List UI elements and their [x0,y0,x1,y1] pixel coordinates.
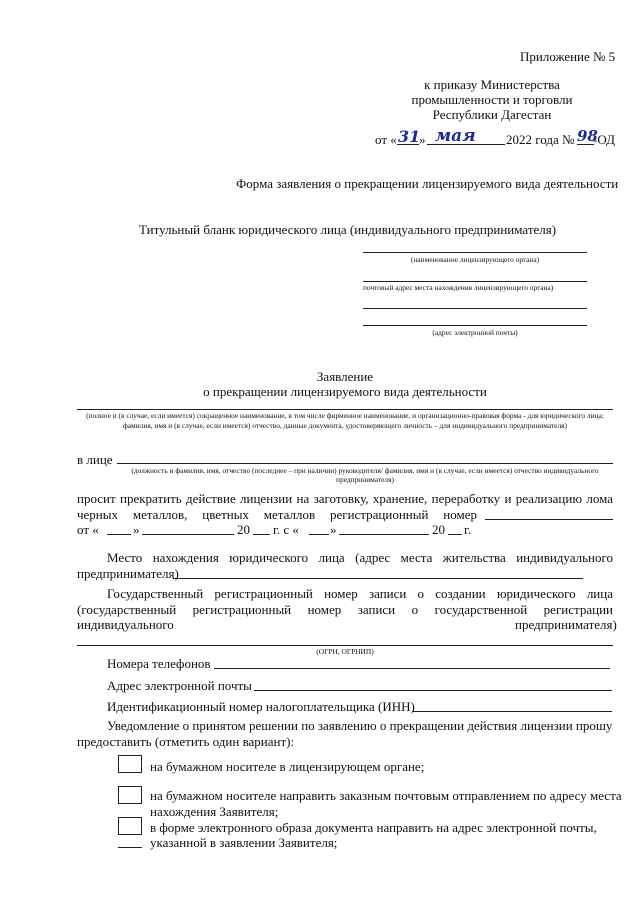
date-suffix: -ОД [593,132,615,147]
applicant-email-field[interactable] [254,690,612,691]
option-electronic-line-2: указанной в заявлении Заявителя; [150,835,338,850]
ogrn-line-1: Государственный регистрационный номер записи о создании юридического лица [107,586,613,601]
option-paper-in-office-label: на бумажном носителе в лицензирующем органе; [150,759,425,774]
notice-line-1: Уведомление о принятом решении по заявлению о прекращении действия лицензии прошу [107,718,613,733]
order-reference [392,77,592,122]
appendix-number: Приложение № 5 [520,49,616,64]
request-line-2: черных металлов, цветных металлов регистрационный номер [77,507,477,522]
from-year-field[interactable] [253,534,270,535]
licensing-body-caption: (наименование лицензирующего органа) [410,255,540,264]
in-person-label: в лице [77,452,113,467]
option-electronic-extra-line [118,847,142,848]
handwritten-month: мая [435,126,476,146]
since-month-field[interactable] [339,534,429,535]
ogrn-field[interactable] [77,645,613,646]
postal-address-field-2[interactable] [363,308,587,309]
representative-caption: (должность и фамилия, имя, отчество (последнее – при наличии) руководителя/ фамилия, имя и (в случае, если имеется) отчество индивидуального предпринимателя) [131,466,599,484]
from-year-prefix: 20 [237,522,250,537]
order-line-2: промышленности и торговли [411,92,573,107]
date-year: 2022 года № [506,132,575,147]
license-dates-line [77,522,477,538]
postal-address-caption: почтовый адрес места нахождения лицензирующего органа) [363,283,554,292]
applicant-name-caption: (полное и (в случае, если имеется) сокращенное наименование, в том числе фирменное наименование, и организационно-правовая форма - для юридического лица; фамилия, имя и (в случае, если имеется) отчество, данные документа, удостоверяющего личность – для индивидуального предпринимателя) [86,411,604,430]
since-year-prefix: 20 [432,522,445,537]
ogrn-line-2: (государственный регистрационный номер записи о государственной регистрации [77,602,613,617]
from-day-field[interactable] [107,534,131,535]
from-label: от « [77,522,99,537]
location-line-1: Место нахождения юридического лица (адрес места жительства индивидуального [107,550,613,565]
phones-label: Номера телефонов [107,656,211,671]
ogrn-line-3b: предпринимателя) [515,617,617,632]
ogrn-line-3a: индивидуального [77,617,174,632]
email-field[interactable] [363,325,587,326]
since-label: г. с « [273,522,299,537]
phones-field[interactable] [214,668,610,669]
option-electronic-line-1: в форме электронного образа документа направить на адрес электронной почты, [150,820,597,835]
from-month-field[interactable] [142,534,234,535]
licensing-body-field[interactable] [363,252,587,253]
ogrn-caption: (ОГРН, ОГРНИП) [316,647,374,656]
option-registered-mail-checkbox[interactable] [118,786,142,804]
form-title: Форма заявления о прекращении лицензируемого вида деятельности [236,176,619,191]
license-number-field[interactable] [485,519,613,520]
since-day-field[interactable] [309,534,329,535]
option-electronic-checkbox[interactable] [118,817,142,835]
order-date-line [375,126,625,150]
notice-line-2: предоставить (отметить один вариант): [77,734,295,749]
representative-field[interactable] [117,463,613,464]
inn-field[interactable] [412,711,612,712]
date-mid: » [419,132,426,147]
postal-address-field[interactable] [363,281,587,282]
inn-label: Идентификационный номер налогоплательщика (ИНН) [107,699,415,714]
title-block-heading: Титульный бланк юридического лица (индивидуального предпринимателя) [139,222,557,237]
location-line-2: предпринимателя) [77,566,179,581]
email-caption: (адрес электронной почты) [432,328,518,337]
since-quote: » [330,522,337,537]
order-line-1: к приказу Министерства [424,77,560,92]
order-line-3: Республики Дагестан [432,107,552,122]
statement-heading [77,369,613,399]
option-registered-mail-line-2: нахождения Заявителя; [150,804,279,819]
year-end-label: г. [464,522,472,537]
location-field[interactable] [173,578,583,579]
handwritten-day: 31 [398,127,421,146]
handwritten-number: 98 [577,127,598,145]
option-paper-in-office-checkbox[interactable] [118,755,142,773]
option-registered-mail-line-1: на бумажном носителе направить заказным почтовым отправлением по адресу места [150,788,622,803]
date-prefix: от « [375,132,397,147]
request-line-1: просит прекратить действие лицензии на заготовку, хранение, переработку и реализацию лома [77,491,613,506]
statement-title: Заявление [316,369,374,384]
from-quote: » [133,522,140,537]
since-year-field[interactable] [448,534,462,535]
email-label: Адрес электронной почты [107,678,252,693]
statement-subtitle: о прекращении лицензируемого вида деятельности [203,384,487,399]
applicant-name-field[interactable] [77,409,613,410]
